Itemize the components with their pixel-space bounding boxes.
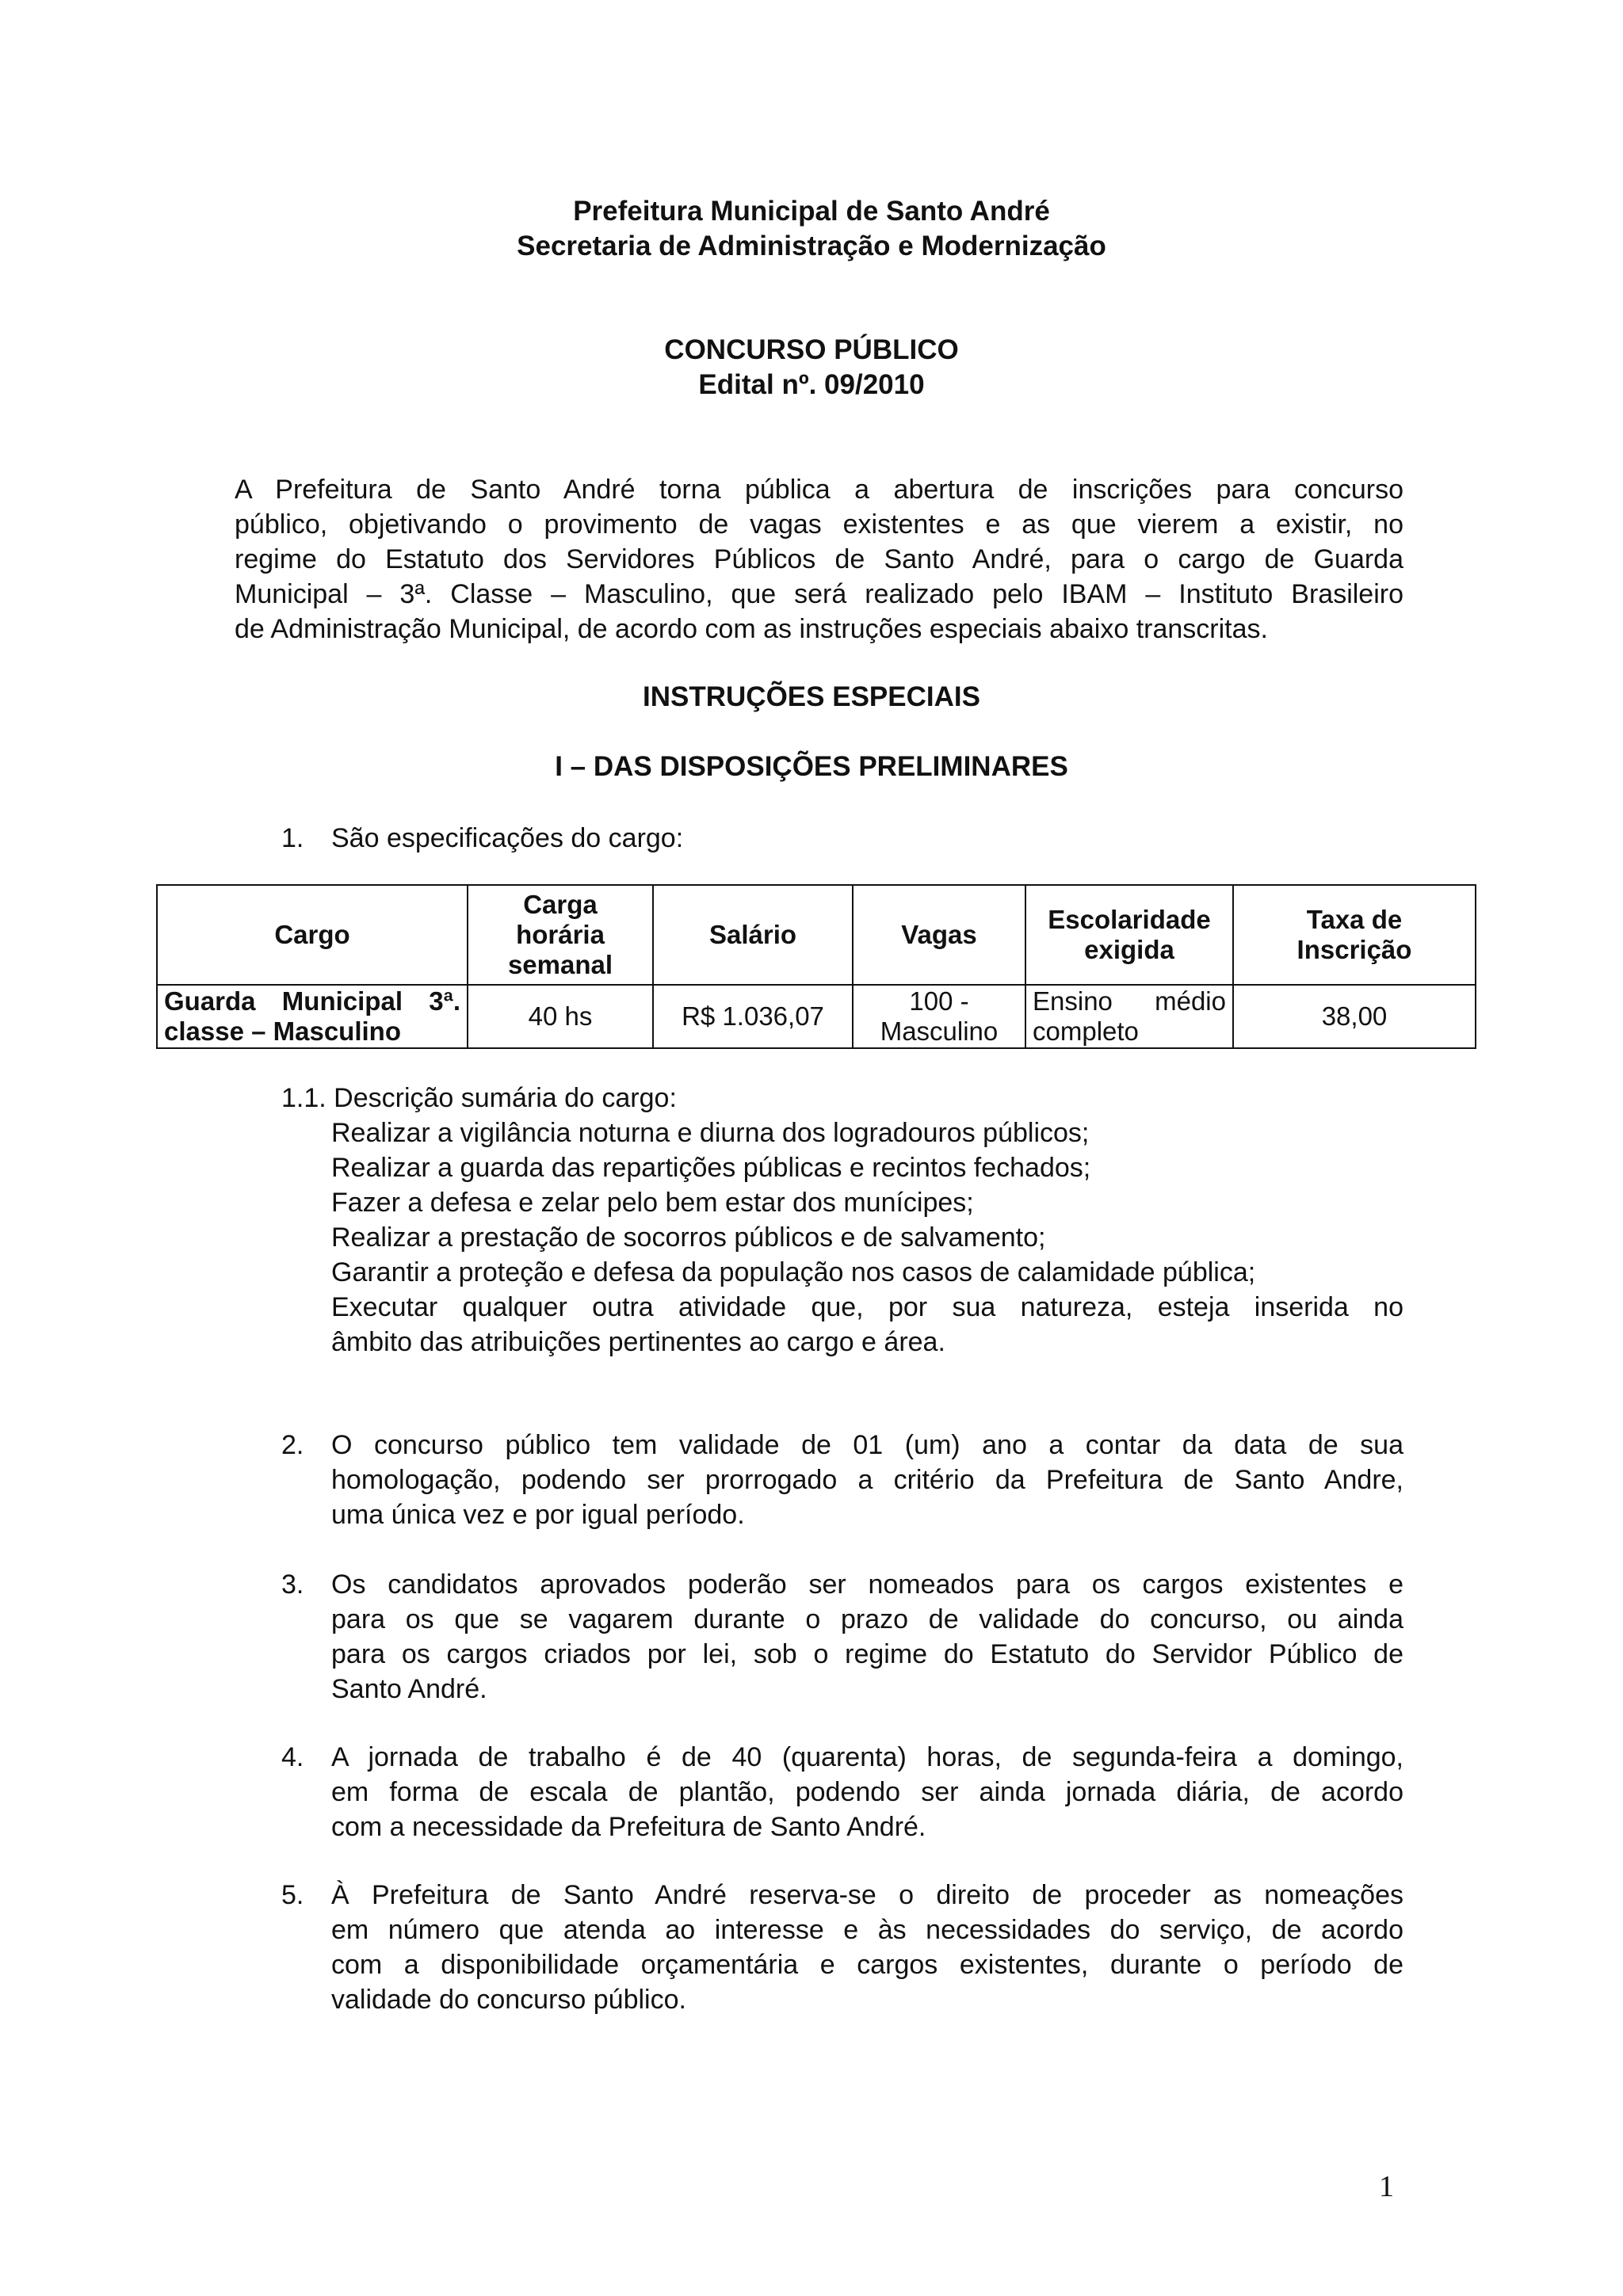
table-header-row — [157, 885, 1476, 985]
item-number-1: 1. — [281, 823, 304, 853]
item-5-line: À Prefeitura de Santo André reserva-se o direito de proceder as nomeações — [331, 1880, 1403, 1910]
item-4-text — [331, 1740, 1403, 1844]
item-4-line: com a necessidade da Prefeitura de Santo André. — [331, 1812, 926, 1842]
header-cargo: Cargo — [157, 885, 468, 985]
item-3-line: para os que se vagarem durante o prazo de validade do concurso, ou ainda — [331, 1604, 1403, 1634]
description-line: Realizar a vigilância noturna e diurna dos logradouros públicos; — [331, 1118, 1090, 1148]
header-taxa-line: Inscrição — [1296, 935, 1412, 964]
page-number: 1 — [1379, 2170, 1394, 2203]
item-3-line: Santo André. — [331, 1674, 487, 1704]
item-number-2: 2. — [281, 1430, 304, 1460]
header-carga-horaria — [468, 885, 653, 985]
cell-escolaridade-line: completo — [1033, 1016, 1139, 1046]
header-carga-line: Carga — [523, 890, 598, 919]
item-5-line: validade do concurso público. — [331, 1985, 686, 2015]
cargo-specifications-table — [156, 884, 1476, 1049]
item-3-text — [331, 1567, 1403, 1707]
description-line: Realizar a guarda das repartições públicas e recintos fechados; — [331, 1153, 1091, 1183]
item-number-5: 5. — [281, 1880, 304, 1910]
item-3-line: Os candidatos aprovados poderão ser nomeados para os cargos existentes e — [331, 1569, 1403, 1600]
item-4-line: A jornada de trabalho é de 40 (quarenta) horas, de segunda-feira a domingo, — [331, 1742, 1403, 1772]
intro-line: regime do Estatuto dos Servidores Públicos de Santo André, para o cargo de Guarda — [235, 544, 1403, 574]
item-4-line: em forma de escala de plantão, podendo ser ainda jornada diária, de acordo — [331, 1777, 1403, 1807]
item-2-line: uma única vez e por igual período. — [331, 1500, 745, 1530]
intro-line: público, objetivando o provimento de vagas existentes e as que vierem a existir, no — [235, 509, 1403, 540]
header-escolaridade-line: exigida — [1084, 935, 1174, 964]
cell-cargo-line: Guarda Municipal 3ª. — [164, 986, 460, 1016]
header-vagas: Vagas — [853, 885, 1025, 985]
table-row — [157, 985, 1476, 1048]
header-line-1: Prefeitura Municipal de Santo André — [573, 196, 1050, 227]
item-number-4: 4. — [281, 1742, 304, 1772]
edital-number: Edital nº. 09/2010 — [698, 369, 925, 400]
header-taxa-inscricao — [1233, 885, 1476, 985]
item-2-line: O concurso público tem validade de 01 (um) ano a contar da data de sua — [331, 1430, 1403, 1460]
intro-line: A Prefeitura de Santo André torna pública a abertura de inscrições para concurso — [235, 475, 1403, 505]
intro-line: Municipal – 3ª. Classe – Masculino, que será realizado pelo IBAM – Instituto Brasileiro — [235, 579, 1403, 609]
item-2-line: homologação, podendo ser prorrogado a critério da Prefeitura de Santo Andre, — [331, 1465, 1403, 1495]
item-5-text — [331, 1878, 1403, 2017]
section-disposicoes-preliminares: I – DAS DISPOSIÇÕES PRELIMINARES — [555, 751, 1068, 782]
description-line: Executar qualquer outra atividade que, por sua natureza, esteja inserida no — [331, 1292, 1403, 1322]
header-carga-line: horária — [516, 920, 605, 949]
header-escolaridade — [1025, 885, 1233, 985]
cell-escolaridade-line: Ensino médio — [1033, 986, 1226, 1016]
cell-cargo-line: classe – Masculino — [164, 1016, 401, 1046]
cell-vagas — [853, 985, 1025, 1048]
cell-vagas-line: Masculino — [880, 1016, 999, 1046]
cell-carga: 40 hs — [468, 985, 653, 1048]
description-line: Fazer a defesa e zelar pelo bem estar dos munícipes; — [331, 1188, 974, 1218]
item-5-line: em número que atenda ao interesse e às necessidades do serviço, de acordo — [331, 1915, 1403, 1945]
header-line-2: Secretaria de Administração e Modernização — [517, 231, 1106, 261]
cell-escolaridade — [1025, 985, 1233, 1048]
intro-paragraph — [235, 472, 1403, 646]
item-2-text — [331, 1428, 1403, 1532]
item-5-line: com a disponibilidade orçamentária e cargos existentes, durante o período de — [331, 1950, 1403, 1980]
cell-cargo — [157, 985, 468, 1048]
cell-taxa: 38,00 — [1233, 985, 1476, 1048]
header-escolaridade-line: Escolaridade — [1048, 905, 1211, 934]
item-1-1-label: 1.1. Descrição sumária do cargo: — [281, 1083, 677, 1113]
document-title: CONCURSO PÚBLICO — [664, 334, 959, 365]
item-number-3: 3. — [281, 1569, 304, 1600]
header-salario: Salário — [653, 885, 853, 985]
item-1-text: São especificações do cargo: — [331, 823, 684, 853]
header-taxa-line: Taxa de — [1306, 905, 1403, 934]
cell-vagas-line: 100 - — [909, 986, 969, 1016]
section-instrucoes-especiais: INSTRUÇÕES ESPECIAIS — [643, 681, 980, 712]
description-line: âmbito das atribuições pertinentes ao cargo e área. — [331, 1327, 945, 1357]
cargo-description-list — [331, 1116, 1403, 1360]
item-3-line: para os cargos criados por lei, sob o regime do Estatuto do Servidor Público de — [331, 1639, 1403, 1669]
description-line: Realizar a prestação de socorros públicos e de salvamento; — [331, 1222, 1046, 1253]
description-line: Garantir a proteção e defesa da população nos casos de calamidade pública; — [331, 1257, 1256, 1287]
header-carga-line: semanal — [507, 950, 613, 979]
cell-salario: R$ 1.036,07 — [653, 985, 853, 1048]
intro-line: de Administração Municipal, de acordo com as instruções especiais abaixo transcritas. — [235, 614, 1268, 644]
